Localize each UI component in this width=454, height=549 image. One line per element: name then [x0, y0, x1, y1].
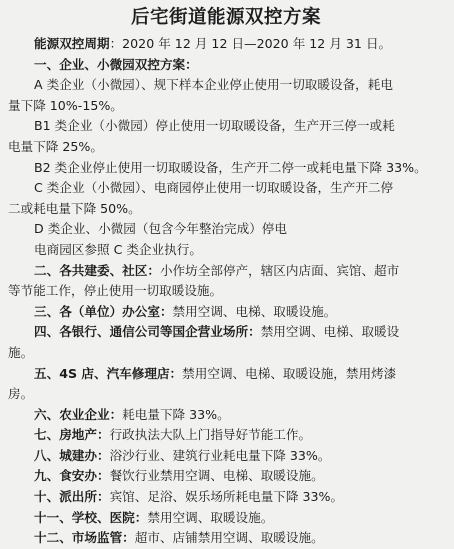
section-11-label: 十一、学校、医院： — [34, 509, 148, 525]
class-a-line: A 类企业（小微园）、规下样本企业停止使用一切取暖设备，耗电 — [34, 77, 393, 93]
period-label: 能源双控周期 — [34, 36, 110, 51]
section-10-label: 十、派出所： — [34, 489, 110, 505]
class-d-line: D 类企业、小微园（包含今年整治完成）停电 — [34, 221, 287, 237]
class-b2-line: B2 类企业停止使用一切取暖设备，生产开二停一或耗电量下降 33%。 — [34, 159, 427, 175]
section-3 — [8, 302, 444, 323]
class-c-line-cont: 二或耗电量下降 50%。 — [8, 200, 141, 216]
section-6 — [8, 405, 444, 426]
section-5-label: 五、4S 店、汽车修理店： — [34, 365, 183, 381]
section-6-text: 耗电量下降 33%。 — [122, 406, 230, 422]
section-8-text: 浴沙行业、建筑行业耗电量下降 33%。 — [109, 447, 331, 463]
period-line — [8, 34, 444, 55]
section-7 — [8, 425, 444, 446]
section-9 — [8, 466, 444, 487]
section-4 — [8, 322, 444, 343]
document-body — [8, 34, 444, 549]
section-2 — [8, 261, 444, 282]
section-3-text: 禁用空调、电梯、取暖设施。 — [172, 303, 337, 319]
section-12-label: 十二、市场监管： — [34, 530, 135, 546]
section-2-text: 小作坊全部停产，辖区内店面、宾馆、超市 — [159, 262, 400, 278]
section-8 — [8, 446, 444, 467]
document-title: 后宅街道能源双控方案 — [130, 7, 321, 28]
section-12 — [8, 528, 444, 549]
section-2-label: 二、各共建委、社区： — [34, 262, 160, 278]
section-6-label: 六、农业企业： — [34, 406, 123, 422]
section-9-label: 九、食安办： — [34, 468, 110, 484]
section-5-text: 禁用空调、电梯、取暖设施，禁用烤漆 — [182, 365, 397, 381]
section-5-cont: 房。 — [8, 386, 34, 402]
section-11-text: 禁用空调、取暖设施。 — [147, 509, 274, 525]
section-12-text: 超市、店铺禁用空调、取暖设施。 — [134, 530, 324, 546]
section-3-label: 三、各（单位）办公室： — [34, 303, 173, 319]
class-c-line: C 类企业（小微园）、电商园停止使用一切取暖设备，生产开二停 — [34, 180, 394, 196]
ecommerce-park-line: 电商园区参照 C 类企业执行。 — [34, 241, 202, 257]
section-8-label: 八、城建办： — [34, 447, 110, 463]
section-4-label: 四、各银行、通信公司等国企营业场所： — [34, 324, 261, 340]
class-b1-line: B1 类企业（小微园）停止使用一切取暖设备，生产开三停一或耗 — [34, 118, 395, 134]
section-10-text: 宾馆、足浴、娱乐场所耗电量下降 33%。 — [109, 489, 344, 505]
section-1-heading: 一、企业、小微园双控方案： — [34, 56, 198, 72]
section-2-cont: 等节能工作，停止使用一切取暖设施。 — [8, 283, 223, 299]
section-7-label: 七、房地产： — [34, 427, 110, 443]
section-9-text: 餐饮行业禁用空调、电梯、取暖设施。 — [109, 468, 324, 484]
section-11 — [8, 508, 444, 529]
section-7-text: 行政执法大队上门指导好节能工作。 — [109, 427, 312, 443]
section-5 — [8, 364, 444, 385]
section-10 — [8, 487, 444, 508]
period-value: ：2020 年 12 月 12 日—2020 年 12 月 31 日。 — [109, 36, 392, 51]
class-a-line-cont: 量下降 10%-15%。 — [8, 97, 123, 113]
class-b1-line-cont: 电量下降 25%。 — [8, 138, 103, 154]
section-4-cont: 施。 — [8, 344, 34, 360]
section-4-text: 禁用空调、电梯、取暖设 — [260, 324, 400, 340]
